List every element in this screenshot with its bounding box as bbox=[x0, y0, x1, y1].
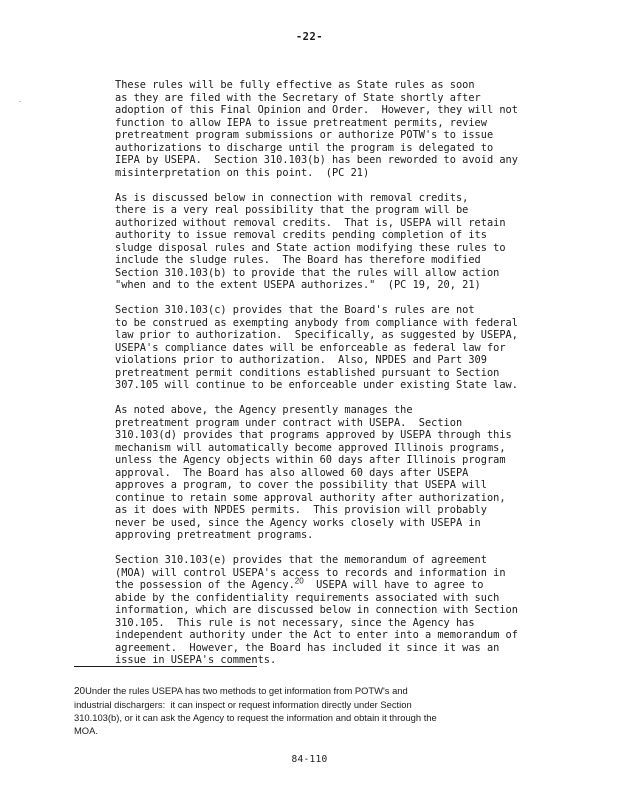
paragraph-section-310-103-d bbox=[74, 404, 574, 542]
text-line: continue to retain some approval authority after authorization, bbox=[115, 491, 506, 504]
text-line: authorized without removal credits. That is, USEPA will retain bbox=[115, 216, 506, 229]
text-line: information, which are discussed below in connection with Section bbox=[115, 604, 518, 616]
text-line: As noted above, the Agency presently manages the bbox=[115, 404, 413, 416]
text-segment: the possession of the Agency. bbox=[115, 579, 295, 591]
text-line: issue in USEPA's comments. bbox=[115, 654, 277, 666]
footnote-reference: 20 bbox=[294, 576, 304, 586]
paragraph-section-310-103-c bbox=[74, 304, 574, 392]
text-line: abide by the confidentiality requirements associated with such bbox=[115, 591, 500, 604]
text-line: 307.105 will continue to be enforceable under existing State law. bbox=[115, 379, 518, 391]
footnote bbox=[74, 684, 554, 737]
text-line: "when and to the extent USEPA authorizes." (PC 19, 20, 21) bbox=[115, 279, 481, 291]
text-line: (MOA) will control USEPA's access to records and information in bbox=[115, 566, 506, 579]
text-line: independent authority under the Act to enter into a memorandum of bbox=[115, 629, 518, 641]
text-line: pretreatment permit conditions established pursuant to Section bbox=[115, 366, 500, 379]
margin-mark: · bbox=[19, 98, 22, 106]
text-line bbox=[74, 576, 574, 592]
text-line: mechanism will automatically become approved Illinois programs, bbox=[115, 441, 506, 454]
text-line: Section 310.103(c) provides that the Board's rules are not bbox=[115, 304, 475, 316]
text-line: As is discussed below in connection with removal credits, bbox=[115, 191, 469, 204]
paragraph-rest bbox=[74, 592, 574, 667]
text-line: unless the Agency objects within 60 days after Illinois program bbox=[115, 454, 506, 466]
paragraph-section-310-103-e bbox=[74, 554, 574, 667]
text-line: adoption of this Final Opinion and Order. However, they will not bbox=[115, 104, 518, 116]
footnote-line bbox=[74, 684, 554, 698]
text-line: sludge disposal rules and State action modifying these rules to bbox=[115, 241, 506, 254]
text-line: as they are filed with the Secretary of State shortly after bbox=[115, 91, 481, 104]
document-number: 84-110 bbox=[291, 754, 328, 765]
footnote-line: 310.103(b), or it can ask the Agency to request the information and obtain it through the bbox=[74, 712, 437, 723]
text-line: approves a program, to cover the possibility that USEPA will bbox=[115, 479, 487, 491]
footnote-divider bbox=[74, 666, 257, 667]
paragraph-removal-credits bbox=[74, 192, 574, 292]
text-line: there is a very real possibility that the program will be bbox=[115, 204, 469, 216]
paragraph-effective-date bbox=[74, 79, 574, 179]
footnote-text: Under the rules USEPA has two methods to get information from POTW's and bbox=[85, 685, 408, 696]
text-line: Section 310.103(b) to provide that the rules will allow action bbox=[115, 266, 500, 279]
text-line: as it does with NPDES permits. This provision will probably bbox=[115, 504, 487, 516]
text-line: violations prior to authorization. Also, NPDES and Part 309 bbox=[115, 354, 487, 366]
text-line: authorizations to discharge until the program is delegated to bbox=[115, 141, 494, 154]
text-line: approving pretreatment programs. bbox=[115, 529, 314, 541]
text-line: pretreatment program submissions or authorize POTW's to issue bbox=[115, 129, 494, 141]
text-segment: USEPA will have to agree to bbox=[303, 579, 484, 591]
text-line: IEPA by USEPA. Section 310.103(b) has been reworded to avoid any bbox=[115, 154, 518, 166]
text-line: never be used, since the Agency works closely with USEPA in bbox=[115, 516, 481, 529]
text-line: USEPA's compliance dates will be enforceable as federal law for bbox=[115, 341, 506, 354]
page-number: -22- bbox=[295, 31, 324, 43]
body-text bbox=[74, 79, 574, 679]
text-line: misinterpretation on this point. (PC 21) bbox=[115, 166, 370, 179]
footnote-line: industrial dischargers: it can inspect or request information directly under Section bbox=[74, 699, 412, 710]
text-line: agreement. However, the Board has included it since it was an bbox=[115, 641, 500, 654]
text-line: 310.105. This rule is not necessary, since the Agency has bbox=[115, 616, 475, 629]
text-line: include the sludge rules. The Board has therefore modified bbox=[115, 254, 481, 266]
text-line: Section 310.103(e) provides that the memorandum of agreement bbox=[115, 554, 487, 566]
text-line: approval. The Board has also allowed 60 days after USEPA bbox=[115, 466, 469, 479]
footnote-line: MOA. bbox=[74, 725, 98, 736]
text-line: These rules will be fully effective as State rules as soon bbox=[115, 79, 475, 91]
text-line: to be construed as exempting anybody from compliance with federal bbox=[115, 316, 518, 329]
text-line: function to allow IEPA to issue pretreatment permits, review bbox=[115, 116, 487, 129]
text-line: pretreatment program under contract with USEPA. Section bbox=[115, 416, 463, 429]
footnote-number: 20 bbox=[74, 686, 86, 697]
text-line: authority to issue removal credits pending completion of its bbox=[115, 229, 487, 241]
text-line: law prior to authorization. Specifically, as suggested by USEPA, bbox=[115, 329, 518, 341]
text-line: 310.103(d) provides that programs approved by USEPA through this bbox=[115, 429, 512, 441]
